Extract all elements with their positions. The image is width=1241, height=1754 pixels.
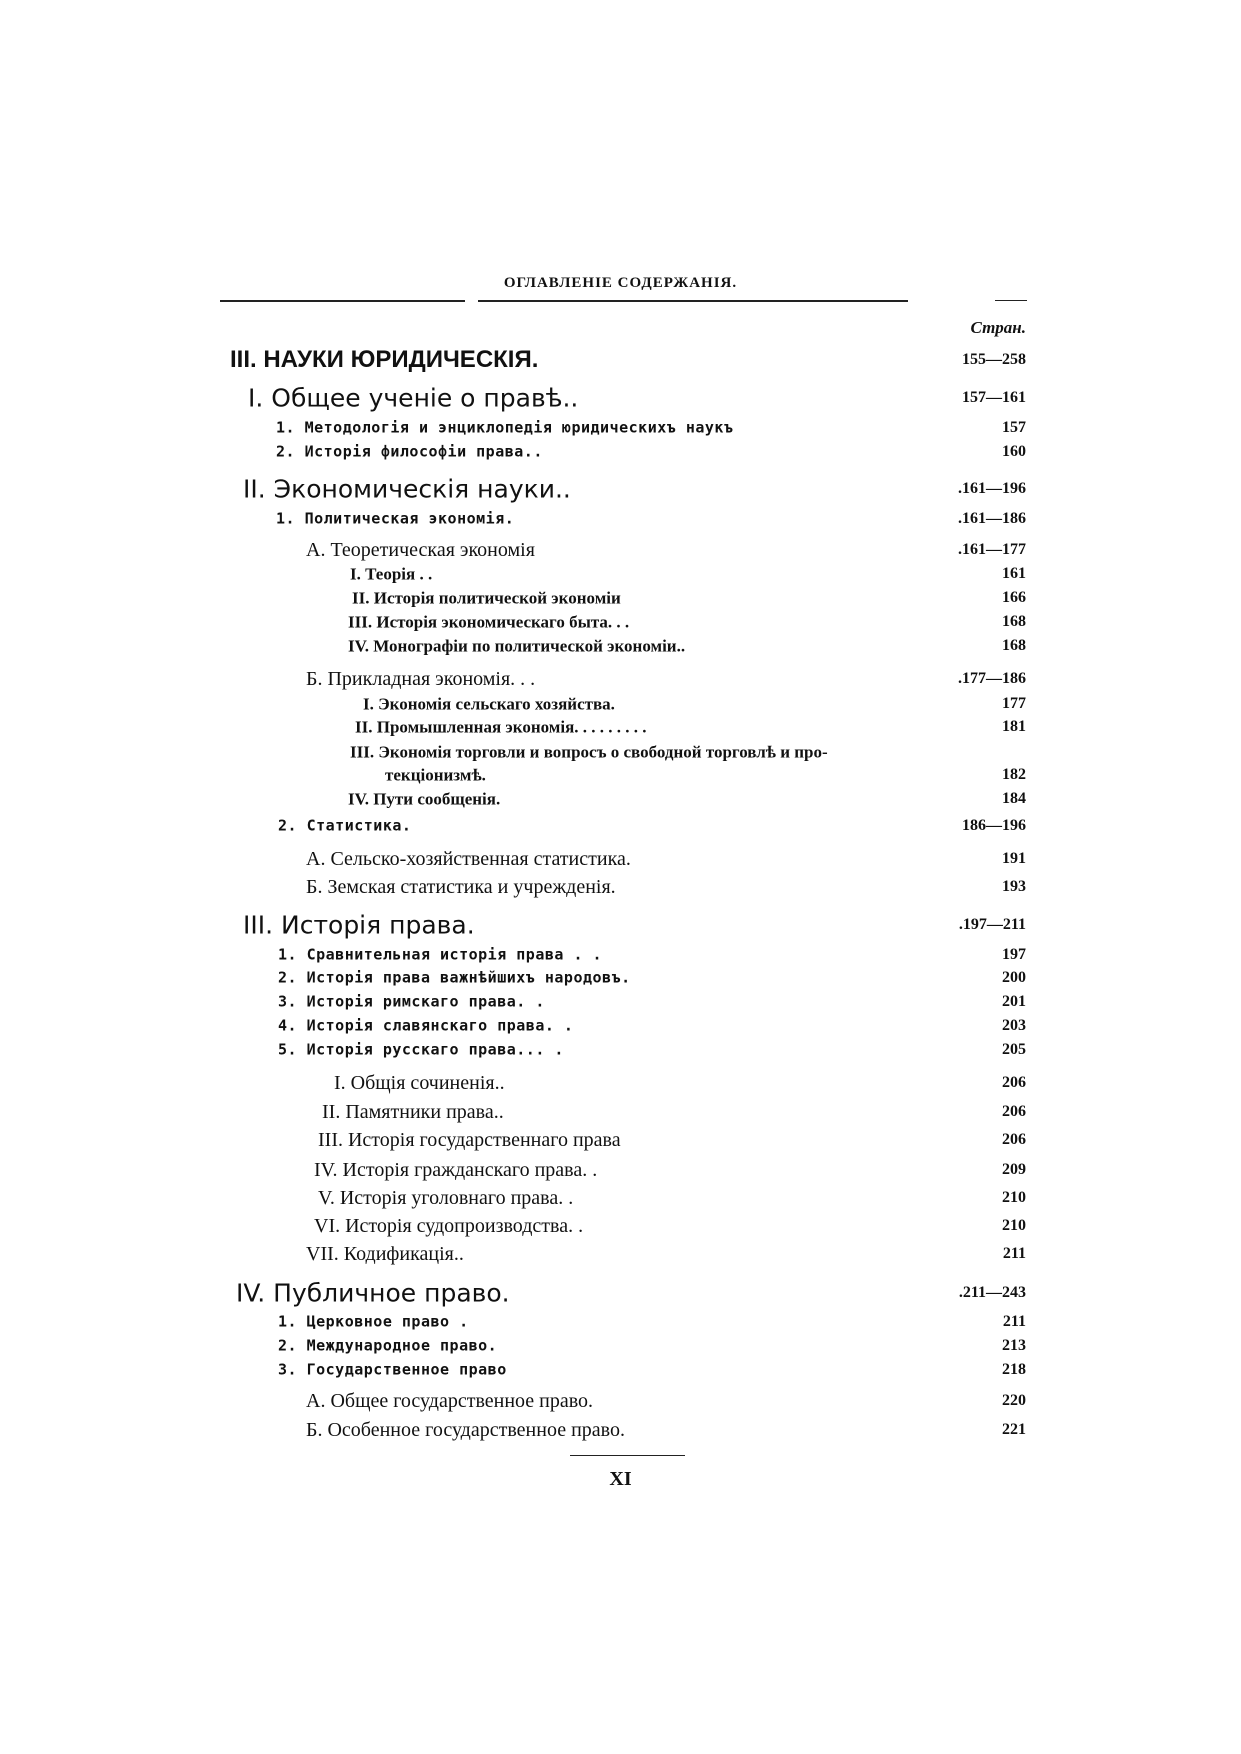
- toc-entry-page: 200: [1002, 969, 1026, 986]
- toc-entry-text: III. НАУКИ ЮРИДИЧЕСКІЯ.: [230, 346, 539, 373]
- toc-entry-page: 220: [1002, 1392, 1026, 1409]
- toc-entry-text: Б. Земская статистика и учрежденія.: [306, 876, 616, 898]
- toc-entry: [0, 418, 1241, 437]
- toc-entry-text: Б. Особенное государственное право.: [306, 1419, 625, 1441]
- toc-entry-page: 166: [1002, 589, 1026, 606]
- toc-entry-text: 1. Методологія и энциклопедія юридическихъ наукъ: [276, 418, 734, 437]
- toc-entry: [0, 1040, 1241, 1059]
- toc-entry-page: 210: [1002, 1189, 1026, 1206]
- toc-entry: [0, 1336, 1241, 1355]
- toc-entry: [0, 383, 1241, 413]
- top-rule-middle: [478, 300, 908, 302]
- toc-entry-page: 205: [1002, 1041, 1026, 1058]
- toc-entry-text: I. Экономія сельскаго хозяйства.: [363, 694, 615, 714]
- toc-entry-text: текціонизмѣ.: [385, 765, 486, 785]
- toc-entry-text: V. Исторія уголовнаго права. .: [318, 1187, 574, 1209]
- page-number: XI: [609, 1468, 632, 1490]
- toc-entry: [0, 636, 1241, 656]
- toc-entry-page: .161—196: [958, 480, 1026, 497]
- toc-entry-page: 201: [1002, 993, 1026, 1010]
- toc-entry-text: А. Сельско-хозяйственная статистика.: [306, 848, 631, 870]
- toc-entry-page: 203: [1002, 1017, 1026, 1034]
- toc-entry-page: 168: [1002, 613, 1026, 630]
- toc-entry: [0, 668, 1241, 690]
- toc-entry-page: 193: [1002, 878, 1026, 895]
- toc-entry-page: 191: [1002, 850, 1026, 867]
- toc-entry-page: 160: [1002, 443, 1026, 460]
- toc-entry-page: 206: [1002, 1131, 1026, 1148]
- toc-entry: [0, 694, 1241, 714]
- toc-entry: [0, 742, 1241, 762]
- toc-entry-text: 1. Политическая экономія.: [276, 509, 515, 528]
- toc-entry-page: 211: [1002, 1313, 1026, 1330]
- toc-entry: [0, 474, 1241, 504]
- toc-entry-text: IV. Монографіи по политической экономіи..: [348, 636, 686, 656]
- toc-entry: [0, 992, 1241, 1011]
- toc-entry-text: 2. Исторія философіи права..: [276, 442, 543, 461]
- toc-entry-text: 1. Сравнительная исторія права . .: [278, 945, 603, 964]
- toc-entry-text: Б. Прикладная экономія. . .: [306, 668, 536, 690]
- toc-entry-text: 1. Церковное право .: [278, 1312, 469, 1331]
- toc-entry-page: 213: [1002, 1337, 1026, 1354]
- top-rule-left: [220, 300, 465, 302]
- toc-entry: [0, 848, 1241, 870]
- toc-entry: [0, 1278, 1241, 1308]
- toc-entry: [0, 1243, 1241, 1265]
- toc-entry-text: II. Памятники права..: [322, 1101, 504, 1123]
- toc-entry-page: .161—177: [958, 541, 1026, 558]
- toc-entry-page: 210: [1002, 1217, 1026, 1234]
- toc-entry-page: 209: [1002, 1161, 1026, 1178]
- toc-entry-text: VII. Кодификація..: [306, 1243, 464, 1265]
- toc-entry-text: I. Теорія . .: [350, 564, 433, 584]
- toc-entry: [0, 612, 1241, 632]
- toc-entry-text: III. Экономія торговли и вопросъ о свободной торговлѣ и про-: [350, 742, 828, 762]
- top-rule-right: [995, 300, 1027, 301]
- toc-entry-page: 206: [1002, 1074, 1026, 1091]
- toc-entry-page: 218: [1002, 1361, 1026, 1378]
- toc-entry-page: 157—161: [962, 389, 1026, 406]
- toc-entry: [0, 789, 1241, 809]
- toc-entry-page: .177—186: [958, 670, 1026, 687]
- toc-entry-text: А. Теоретическая экономія: [306, 539, 535, 561]
- toc-entry: [0, 945, 1241, 964]
- toc-entry-page: 155—258: [962, 351, 1026, 368]
- toc-entry: [0, 1016, 1241, 1035]
- toc-entry-text: 2. Статистика.: [278, 816, 412, 835]
- toc-entry: [0, 1312, 1241, 1331]
- toc-entry-page: 182: [1002, 766, 1026, 783]
- folio-rule: [570, 1455, 685, 1456]
- toc-entry: [0, 588, 1241, 608]
- toc-entry-text: 3. Государственное право: [278, 1360, 507, 1379]
- toc-entry-page: 161: [1002, 565, 1026, 582]
- toc-entry: [0, 509, 1241, 528]
- toc-entry-text: А. Общее государственное право.: [306, 1390, 594, 1412]
- toc-entry-text: IV. Пути сообщенія.: [348, 789, 501, 809]
- toc-entry-text: 2. Международное право.: [278, 1336, 498, 1355]
- toc-entry-text: 3. Исторія римскаго права. .: [278, 992, 545, 1011]
- toc-entry-page: 186—196: [962, 817, 1026, 834]
- toc-entry-text: II. Исторія политической экономіи: [352, 588, 621, 608]
- toc-entry-text: III. Исторія государственнаго права: [318, 1129, 621, 1151]
- toc-entry-text: IV. Исторія гражданскаго права. .: [314, 1159, 598, 1181]
- toc-entry-text: II. Промышленная экономія. . . . . . . . .: [355, 717, 647, 737]
- toc-entry-page: 177: [1002, 695, 1026, 712]
- toc-entry: [0, 1419, 1241, 1441]
- toc-entry: [0, 1101, 1241, 1123]
- running-head: ОГЛАВЛЕНІЕ СОДЕРЖАНІЯ.: [503, 275, 738, 291]
- toc-entry-page: 221: [1002, 1421, 1026, 1438]
- toc-entry-text: III. Исторія экономическаго быта. . .: [348, 612, 630, 632]
- toc-entry-page: 157: [1002, 419, 1026, 436]
- toc-entry-text: 2. Исторія права важнѣйшихъ народовъ.: [278, 968, 631, 987]
- toc-entry: [0, 717, 1241, 737]
- toc-entry-text: III. Исторія права.: [243, 910, 475, 940]
- toc-entry: [0, 816, 1241, 835]
- toc-entry-page: 181: [1002, 718, 1026, 735]
- toc-entry-page: 211: [1002, 1245, 1026, 1262]
- toc-entry: [0, 1129, 1241, 1151]
- toc-entry: [0, 1072, 1241, 1094]
- toc-entry: [0, 442, 1241, 461]
- toc-entry-page: 197: [1002, 946, 1026, 963]
- toc-entry: [0, 1215, 1241, 1237]
- toc-entry-page: .161—186: [958, 510, 1026, 527]
- toc-entry: [0, 539, 1241, 561]
- toc-entry: [0, 346, 1241, 373]
- toc-entry: [0, 1187, 1241, 1209]
- toc-entry: [0, 968, 1241, 987]
- toc-entry-text: 4. Исторія славянскаго права. .: [278, 1016, 574, 1035]
- toc-entry: [0, 1390, 1241, 1412]
- toc-entry-text: I. Общее ученіе о правѣ..: [248, 383, 579, 413]
- toc-entry: [0, 910, 1241, 940]
- toc-entry: [0, 765, 1241, 785]
- toc-entry-text: II. Экономическія науки..: [243, 474, 571, 504]
- toc-entry: [0, 1360, 1241, 1379]
- toc-entry-page: 168: [1002, 637, 1026, 654]
- toc-entry: [0, 1159, 1241, 1181]
- toc-entry-text: 5. Исторія русскаго права... .: [278, 1040, 564, 1059]
- toc-entry-page: 184: [1002, 790, 1026, 807]
- toc-entry: [0, 564, 1241, 584]
- toc-entry-text: IV. Публичное право.: [236, 1278, 510, 1308]
- toc-entry: [0, 876, 1241, 898]
- toc-entry-page: .211—243: [958, 1284, 1026, 1301]
- toc-entry-page: 206: [1002, 1103, 1026, 1120]
- page-column-header: Стран.: [970, 318, 1026, 337]
- toc-entry-page: .197—211: [958, 916, 1026, 933]
- toc-entry-text: I. Общія сочиненія..: [334, 1072, 505, 1094]
- toc-entry-text: VI. Исторія судопроизводства. .: [314, 1215, 584, 1237]
